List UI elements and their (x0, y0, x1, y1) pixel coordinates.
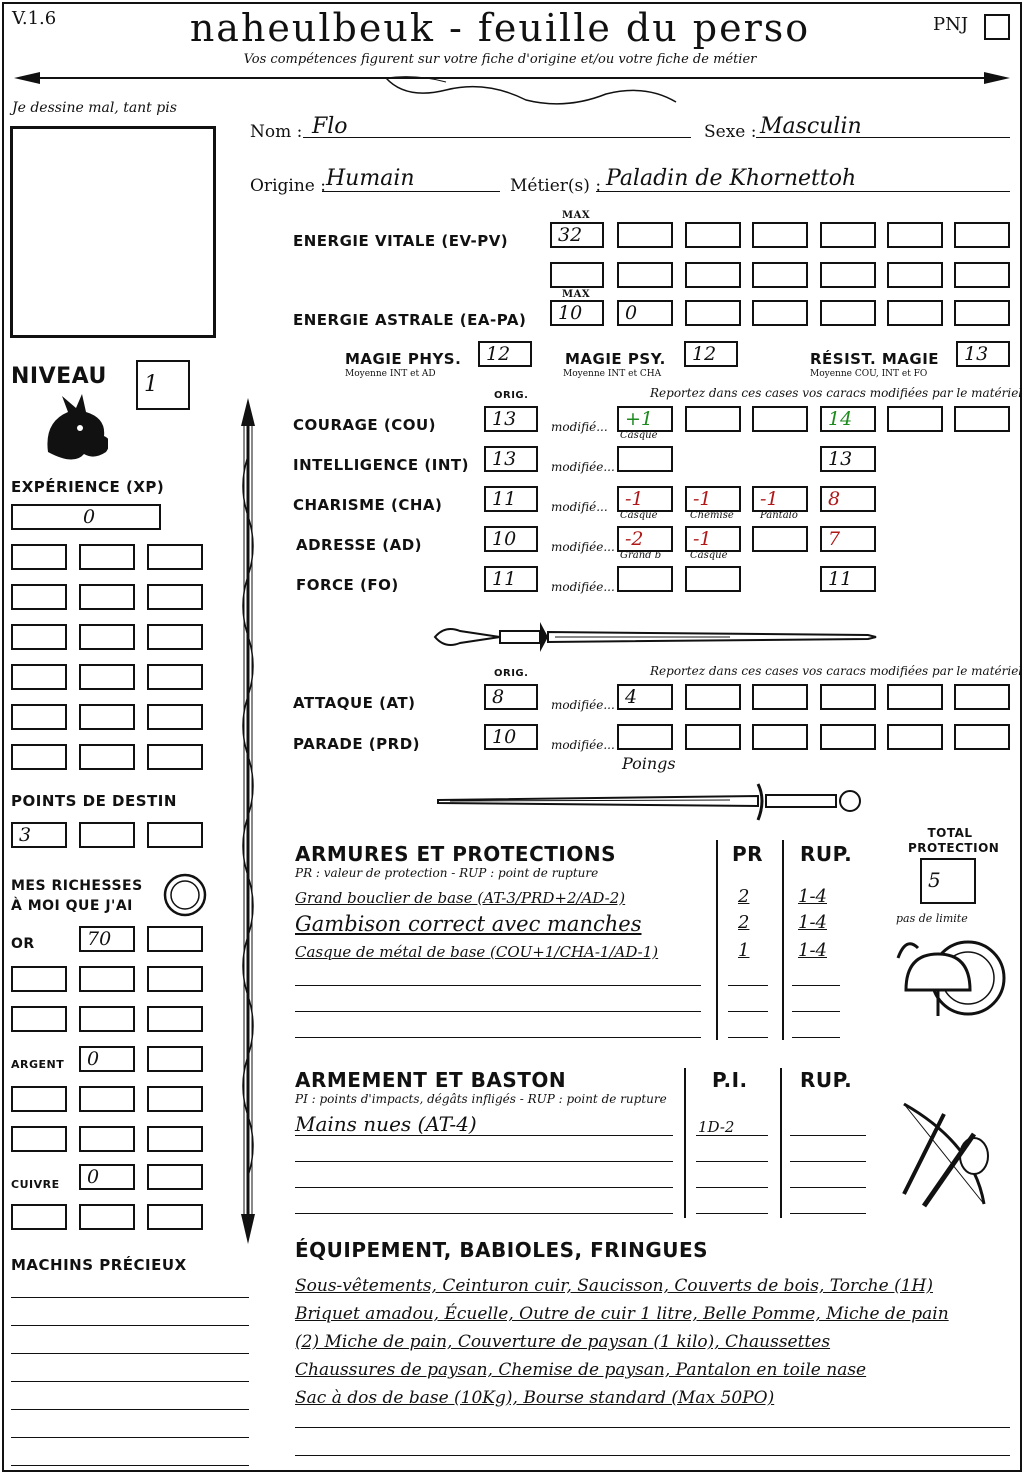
version-label: V.1.6 (12, 8, 57, 29)
xp-grid-box[interactable] (147, 544, 203, 570)
money-box[interactable] (147, 1086, 203, 1112)
weapons-bow-axe-icon (884, 1094, 1008, 1214)
cuivre-box[interactable]: 0 (79, 1164, 135, 1190)
armure-empty-row[interactable] (295, 1022, 701, 1038)
money-box[interactable] (79, 1006, 135, 1032)
carac-note: Reportez dans ces cases vos caracs modifiées par le matériel (650, 664, 1023, 678)
xp-grid-box[interactable] (147, 664, 203, 690)
equipement-title: ÉQUIPEMENT, BABIOLES, FRINGUES (295, 1238, 709, 1262)
attaque-label: ATTAQUE (AT) (293, 694, 416, 712)
stat-orig-ad[interactable]: 10 (484, 526, 538, 552)
parade-mod-label: modifiée... (551, 738, 615, 752)
stat-mod-box[interactable] (617, 446, 673, 472)
origine-label: Origine : (250, 176, 326, 196)
orig-header: ORIG. (494, 668, 529, 679)
money-box[interactable] (11, 1006, 67, 1032)
ev-box[interactable] (954, 262, 1010, 288)
stat-mod-ad-1[interactable]: -2 (617, 526, 673, 552)
stat-mod-box[interactable] (685, 406, 741, 432)
stat-orig-fo[interactable]: 11 (484, 566, 538, 592)
money-box[interactable] (79, 1204, 135, 1230)
magie-psy-label: MAGIE PSY. (565, 350, 666, 368)
sexe-label: Sexe : (704, 122, 757, 142)
resist-magie-note: Moyenne COU, INT et FO (810, 369, 928, 379)
ev-box[interactable] (617, 262, 673, 288)
ea-box[interactable] (820, 300, 876, 326)
xp-box[interactable]: 0 (11, 504, 161, 530)
armures-title: ARMURES ET PROTECTIONS (295, 842, 616, 866)
ea-current-box[interactable]: 0 (617, 300, 673, 326)
argent-box[interactable]: 0 (79, 1046, 135, 1072)
destin-box[interactable] (147, 822, 203, 848)
xp-grid-box[interactable] (79, 584, 135, 610)
xp-grid-box[interactable] (11, 544, 67, 570)
arme-empty-row[interactable] (790, 1198, 866, 1214)
armures-divider (716, 840, 718, 1040)
xp-grid-box[interactable] (147, 584, 203, 610)
xp-grid-box[interactable] (11, 704, 67, 730)
money-box[interactable] (11, 1204, 67, 1230)
xp-grid-box[interactable] (79, 704, 135, 730)
armure-empty-row[interactable] (792, 996, 840, 1012)
attaque-mod-box[interactable] (752, 684, 808, 710)
arme-row-pi[interactable]: 1D-2 (698, 1118, 735, 1136)
metier-value[interactable]: Paladin de Khornettoh (606, 166, 857, 191)
pnj-checkbox[interactable] (984, 14, 1010, 40)
stat-mod-label: modifiée... (551, 540, 615, 554)
stat-mod-box[interactable] (685, 566, 741, 592)
parade-mod-box[interactable] (685, 724, 741, 750)
attaque-mod-box[interactable] (820, 684, 876, 710)
machins-line[interactable] (11, 1338, 249, 1354)
money-box[interactable] (11, 966, 67, 992)
stat-mod-box[interactable] (954, 406, 1010, 432)
machins-label: MACHINS PRÉCIEUX (11, 1256, 187, 1274)
magie-phys-note: Moyenne INT et AD (345, 369, 436, 379)
parade-orig[interactable]: 10 (484, 724, 538, 750)
armure-row-name[interactable]: Grand bouclier de base (AT-3/PRD+2/AD-2) (295, 889, 626, 907)
stat-mod-caption: Casque (620, 430, 658, 441)
ev-max-label: MAX (562, 210, 591, 221)
stat-mod-caption: Pantalo (760, 510, 798, 521)
stat-mod-caption: Casque (690, 550, 728, 561)
metier-label: Métier(s) : (510, 176, 602, 196)
xp-label: EXPÉRIENCE (XP) (11, 478, 165, 496)
equipement-line[interactable]: Sous-vêtements, Ceinturon cuir, Saucisson, Couverts de bois, Torche (1H) (295, 1276, 933, 1296)
machins-line[interactable] (11, 1366, 249, 1382)
parade-mod-box[interactable] (820, 724, 876, 750)
armure-row-rup[interactable]: 1-4 (798, 886, 827, 907)
orig-header: ORIG. (494, 390, 529, 401)
armure-empty-row[interactable] (728, 996, 768, 1012)
ea-label: ENERGIE ASTRALE (EA-PA) (293, 311, 527, 329)
xp-grid-box[interactable] (147, 624, 203, 650)
niveau-label: NIVEAU (11, 364, 107, 389)
armement-rup-header: RUP. (800, 1068, 853, 1092)
arme-empty-row[interactable] (696, 1198, 768, 1214)
equipement-empty-line[interactable] (295, 1440, 1010, 1456)
parade-mod-box[interactable] (752, 724, 808, 750)
equipement-line[interactable]: Chaussures de paysan, Chemise de paysan, Pantalon en toile nase (295, 1360, 867, 1380)
arme-row-line (696, 1120, 768, 1136)
stat-mod-box[interactable] (617, 566, 673, 592)
attaque-mod-box[interactable] (685, 684, 741, 710)
ev-max-box[interactable]: 32 (550, 222, 604, 248)
stat-mod-box[interactable] (887, 406, 943, 432)
protection-limit-note: pas de limite (896, 912, 968, 925)
machins-line[interactable] (11, 1310, 249, 1326)
stat-label-ad: ADRESSE (AD) (296, 536, 423, 554)
stat-mod-caption: Chemise (690, 510, 734, 521)
stat-mod-label: modifiée... (551, 460, 615, 474)
money-box[interactable] (11, 1086, 67, 1112)
ev-box[interactable] (820, 222, 876, 248)
pnj-label: PNJ (933, 14, 969, 35)
armures-pr-header: PR (732, 842, 764, 866)
stat-mod-cha-1[interactable]: -1 (617, 486, 673, 512)
armure-empty-row[interactable] (792, 970, 840, 986)
money-box[interactable] (147, 966, 203, 992)
ev-box[interactable] (887, 222, 943, 248)
equipement-empty-line[interactable] (295, 1412, 1010, 1428)
stat-mod-cou-final[interactable]: 14 (820, 406, 876, 432)
portrait-caption: Je dessine mal, tant pis (12, 100, 177, 116)
magie-psy-box[interactable]: 12 (684, 341, 738, 367)
page-title: naheulbeuk - feuille du perso (189, 6, 811, 50)
money-box[interactable] (147, 1164, 203, 1190)
stat-mod-box[interactable] (752, 406, 808, 432)
attaque-orig[interactable]: 8 (484, 684, 538, 710)
argent-label: ARGENT (11, 1058, 65, 1071)
xp-grid-box[interactable] (79, 744, 135, 770)
armure-empty-row[interactable] (728, 970, 768, 986)
stat-mod-caption: Grand b (620, 550, 662, 561)
parade-mod-box[interactable] (887, 724, 943, 750)
money-box[interactable] (147, 1126, 203, 1152)
ev-box[interactable] (887, 262, 943, 288)
stat-mod-fo-final[interactable]: 11 (820, 566, 876, 592)
arme-empty-row[interactable] (295, 1172, 673, 1188)
poings-note: Poings (622, 754, 676, 773)
attaque-mod-box[interactable] (887, 684, 943, 710)
richesses-label: MES RICHESSES (11, 878, 143, 894)
stat-mod-label: modifié... (551, 420, 608, 434)
armure-empty-row[interactable] (792, 1022, 840, 1038)
machins-line[interactable] (11, 1282, 249, 1298)
armure-row-name[interactable]: Gambison correct avec manches (295, 912, 642, 936)
arme-row-name[interactable]: Mains nues (AT-4) (295, 1112, 477, 1136)
ea-box[interactable] (887, 300, 943, 326)
armures-divider (782, 840, 784, 1040)
or-box[interactable]: 70 (79, 926, 135, 952)
armure-row-rup[interactable]: 1-4 (798, 912, 827, 933)
arme-empty-row[interactable] (295, 1146, 673, 1162)
origine-value[interactable]: Humain (326, 166, 415, 191)
ev-box[interactable] (752, 262, 808, 288)
attaque-mod-1[interactable]: 4 (617, 684, 673, 710)
machins-line[interactable] (11, 1422, 249, 1438)
armure-row-name[interactable]: Casque de métal de base (COU+1/CHA-1/AD-1) (295, 943, 659, 961)
stat-label-fo: FORCE (FO) (296, 576, 399, 594)
xp-grid-box[interactable] (147, 744, 203, 770)
money-box[interactable] (147, 1046, 203, 1072)
page-subtitle: Vos compétences figurent sur votre fiche d'origine et/ou votre fiche de métier (243, 52, 757, 67)
ev-label: ENERGIE VITALE (EV-PV) (293, 232, 509, 250)
money-box[interactable] (147, 926, 203, 952)
stat-mod-int-final[interactable]: 13 (820, 446, 876, 472)
equipement-line[interactable]: (2) Miche de pain, Couverture de paysan (1 kilo), Chaussettes (295, 1332, 831, 1352)
stat-orig-cha[interactable]: 11 (484, 486, 538, 512)
stat-mod-cha-2[interactable]: -1 (685, 486, 741, 512)
ev-box[interactable] (752, 222, 808, 248)
nom-value[interactable]: Flo (312, 114, 348, 139)
cuivre-label: CUIVRE (11, 1178, 60, 1191)
vertical-spear-icon (230, 396, 266, 1246)
attaque-mod-box[interactable] (954, 684, 1010, 710)
magie-psy-note: Moyenne INT et CHA (563, 369, 662, 379)
total-protection-label: TOTAL PROTECTION (908, 826, 1000, 855)
ev-box[interactable] (550, 262, 604, 288)
coin-icon (162, 872, 208, 918)
money-box[interactable] (79, 1086, 135, 1112)
sexe-value[interactable]: Masculin (760, 114, 862, 139)
total-protection-box[interactable]: 5 (920, 858, 976, 904)
machins-line[interactable] (11, 1450, 249, 1466)
stat-mod-cha-final[interactable]: 8 (820, 486, 876, 512)
stat-mod-caption: Casque (620, 510, 658, 521)
sword-icon (430, 612, 880, 662)
xp-grid-box[interactable] (11, 624, 67, 650)
magie-phys-box[interactable]: 12 (478, 341, 532, 367)
armure-row-pr[interactable]: 2 (738, 886, 750, 907)
xp-grid-box[interactable] (79, 664, 135, 690)
stat-mod-cha-3[interactable]: -1 (752, 486, 808, 512)
stat-mod-ad-final[interactable]: 7 (820, 526, 876, 552)
arme-empty-row[interactable] (295, 1198, 673, 1214)
helmet-shield-icon (890, 928, 1010, 1028)
magie-phys-label: MAGIE PHYS. (345, 350, 462, 368)
destin-label: POINTS DE DESTIN (11, 792, 177, 810)
equipement-line[interactable]: Sac à dos de base (10Kg), Bourse standard (Max 50PO) (295, 1388, 775, 1408)
arme-row-line[interactable] (790, 1120, 866, 1136)
stat-orig-int[interactable]: 13 (484, 446, 538, 472)
armement-subtitle: PI : points d'impacts, dégâts infligés - RUP : point de rupture (295, 1092, 667, 1106)
nom-label: Nom : (250, 122, 303, 142)
armement-pi-header: P.I. (712, 1068, 748, 1092)
armures-rup-header: RUP. (800, 842, 853, 866)
ea-box[interactable] (954, 300, 1010, 326)
money-box[interactable] (147, 1006, 203, 1032)
arme-row-line (295, 1120, 673, 1136)
resist-magie-box[interactable]: 13 (956, 341, 1010, 367)
armure-row-rup[interactable]: 1-4 (798, 940, 827, 961)
arme-empty-row[interactable] (696, 1172, 768, 1188)
stat-mod-ad-2[interactable]: -1 (685, 526, 741, 552)
sword-icon (430, 776, 880, 826)
xp-grid-box[interactable] (11, 584, 67, 610)
armement-divider (780, 1068, 782, 1218)
stat-label-int: INTELLIGENCE (INT) (293, 456, 469, 474)
ev-box[interactable] (685, 262, 741, 288)
stat-mod-label: modifiée... (551, 580, 615, 594)
ev-box[interactable] (685, 222, 741, 248)
carac-note: Reportez dans ces cases vos caracs modifiées par le matériel (650, 386, 1023, 400)
resist-magie-label: RÉSIST. MAGIE (810, 350, 940, 368)
armement-divider (684, 1068, 686, 1218)
portrait-box[interactable] (10, 126, 216, 338)
money-box[interactable] (11, 1126, 67, 1152)
ea-max-label: MAX (562, 289, 591, 300)
armure-row-pr[interactable]: 1 (738, 940, 750, 961)
or-label: OR (11, 936, 35, 952)
xp-grid-box[interactable] (79, 544, 135, 570)
stat-mod-box[interactable] (752, 526, 808, 552)
parade-label: PARADE (PRD) (293, 735, 421, 753)
parade-mod-box[interactable] (954, 724, 1010, 750)
money-box[interactable] (147, 1204, 203, 1230)
parade-mod-box[interactable] (617, 724, 673, 750)
ev-box[interactable] (954, 222, 1010, 248)
xp-grid-box[interactable] (11, 744, 67, 770)
dragon-icon (38, 392, 108, 464)
armure-empty-row[interactable] (295, 996, 701, 1012)
ev-box[interactable] (820, 262, 876, 288)
attaque-mod-label: modifiée... (551, 698, 615, 712)
xp-grid-box[interactable] (147, 704, 203, 730)
ea-box[interactable] (752, 300, 808, 326)
stat-mod-cou-1[interactable]: +1 (617, 406, 673, 432)
ea-box[interactable] (685, 300, 741, 326)
arme-empty-row[interactable] (790, 1146, 866, 1162)
nom-line (303, 118, 691, 138)
stat-orig-cou[interactable]: 13 (484, 406, 538, 432)
destin-box[interactable]: 3 (11, 822, 67, 848)
money-box[interactable] (79, 966, 135, 992)
ev-box[interactable] (617, 222, 673, 248)
stat-label-cou: COURAGE (COU) (293, 416, 437, 434)
equipement-line[interactable]: Briquet amadou, Écuelle, Outre de cuir 1 litre, Belle Pomme, Miche de pain (295, 1304, 949, 1324)
armure-empty-row[interactable] (728, 1022, 768, 1038)
armures-subtitle: PR : valeur de protection - RUP : point de rupture (295, 866, 599, 880)
ea-max-box[interactable]: 10 (550, 300, 604, 326)
arme-empty-row[interactable] (696, 1146, 768, 1162)
destin-box[interactable] (79, 822, 135, 848)
xp-grid-box[interactable] (11, 664, 67, 690)
armement-title: ARMEMENT ET BASTON (295, 1068, 567, 1092)
armure-row-pr[interactable]: 2 (738, 912, 750, 933)
xp-grid-box[interactable] (79, 624, 135, 650)
armure-empty-row[interactable] (295, 970, 701, 986)
niveau-box[interactable]: 1 (136, 360, 190, 410)
stat-label-cha: CHARISME (CHA) (293, 496, 443, 514)
money-box[interactable] (79, 1126, 135, 1152)
stat-mod-label: modifié... (551, 500, 608, 514)
machins-line[interactable] (11, 1394, 249, 1410)
arme-empty-row[interactable] (790, 1172, 866, 1188)
richesses-label-2: À MOI QUE J'AI (11, 898, 133, 914)
